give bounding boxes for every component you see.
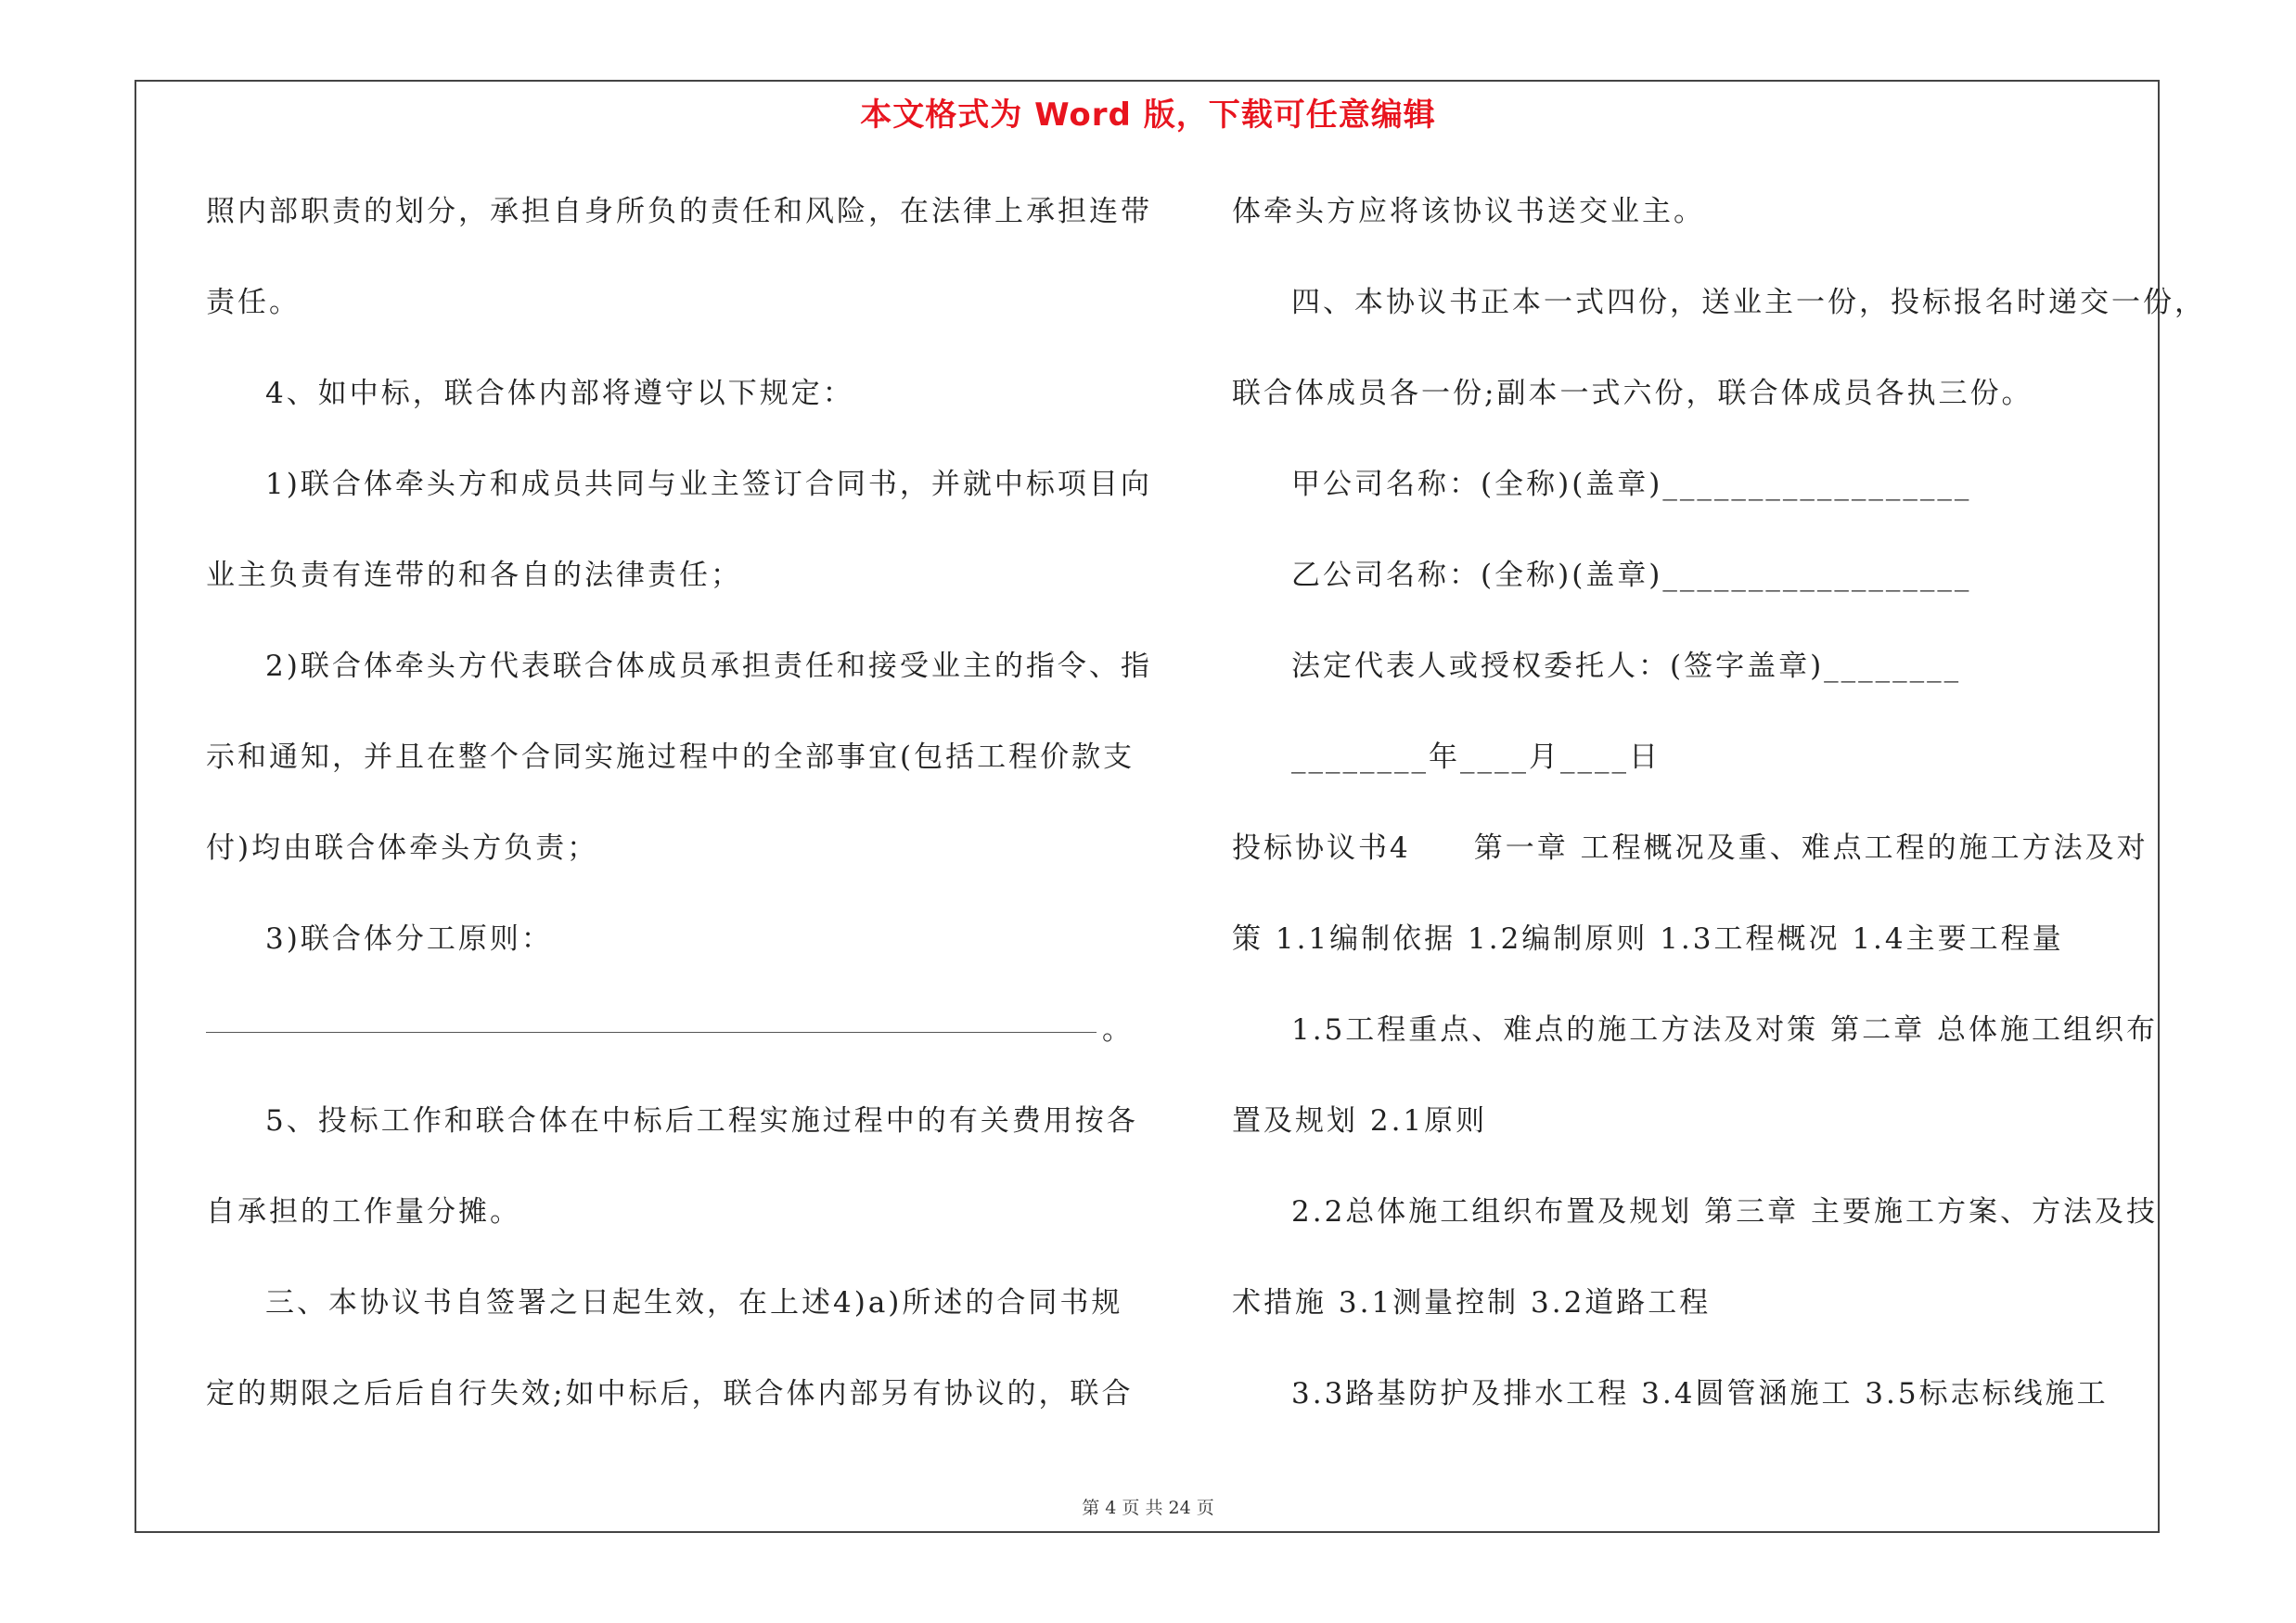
underline-blank <box>206 1030 1097 1033</box>
paragraph-line: 1)联合体牵头方和成员共同与业主签订合同书，并就中标项目向 <box>265 468 1152 501</box>
paragraph-line: 2.2总体施工组织布置及规划 第三章 主要施工方案、方法及技 <box>1291 1195 2159 1229</box>
paragraph-line: 照内部职责的划分，承担自身所负的责任和风险，在法律上承担连带 <box>206 195 1152 228</box>
paragraph-line: 1.5工程重点、难点的施工方法及对策 第二章 总体施工组织布 <box>1291 1013 2159 1047</box>
fill-in-blank-line <box>206 1007 1134 1098</box>
left-column <box>206 188 1152 1462</box>
paragraph-line: 自承担的工作量分摊。 <box>206 1195 521 1229</box>
signature-field-company-a: 甲公司名称：(全称)(盖章)__________________ <box>1291 468 1972 501</box>
paragraph-line: 3.3路基防护及排水工程 3.4圆管涵施工 3.5标志标线施工 <box>1291 1377 2109 1410</box>
paragraph-line: 付)均由联合体牵头方负责； <box>206 831 599 865</box>
paragraph-line: 体牵头方应将该协议书送交业主。 <box>1232 195 1705 228</box>
paragraph-line: 4、如中标，联合体内部将遵守以下规定： <box>265 377 854 410</box>
signature-field-representative: 法定代表人或授权委托人：(签字盖章)________ <box>1291 650 1962 683</box>
blank-end-mark: 。 <box>1102 1013 1134 1047</box>
paragraph-line: 责任。 <box>206 286 301 319</box>
paragraph-line: 业主负责有连带的和各自的法律责任； <box>206 559 742 592</box>
paragraph-line: 术措施 3.1测量控制 3.2道路工程 <box>1232 1286 1712 1320</box>
paragraph-line: 联合体成员各一份;副本一式六份，联合体成员各执三份。 <box>1232 377 2033 410</box>
paragraph-line: 四、本协议书正本一式四份，送业主一份，投标报名时递交一份， <box>1291 286 2206 319</box>
paragraph-line: 5、投标工作和联合体在中标后工程实施过程中的有关费用按各 <box>265 1104 1138 1138</box>
paragraph-line: 示和通知，并且在整个合同实施过程中的全部事宜(包括工程价款支 <box>206 741 1135 774</box>
paragraph-line: 定的期限之后后自行失效;如中标后，联合体内部另有协议的，联合 <box>206 1377 1134 1410</box>
paragraph-line: 策 1.1编制依据 1.2编制原则 1.3工程概况 1.4主要工程量 <box>1232 922 2064 956</box>
word-format-banner: 本文格式为 Word 版，下载可任意编辑 <box>860 97 1436 134</box>
date-field: ________年____月____日 <box>1291 741 1661 774</box>
right-column <box>1232 188 2206 1462</box>
paragraph-line: 投标协议书4 第一章 工程概况及重、难点工程的施工方法及对 <box>1232 831 2148 865</box>
paragraph-line: 三、本协议书自签署之日起生效，在上述4)a)所述的合同书规 <box>265 1286 1123 1320</box>
paragraph-line: 3)联合体分工原则： <box>265 922 553 956</box>
paragraph-line: 置及规划 2.1原则 <box>1232 1104 1488 1138</box>
page-number-footer: 第 4 页 共 24 页 <box>1082 1498 1214 1518</box>
paragraph-line: 2)联合体牵头方代表联合体成员承担责任和接受业主的指令、指 <box>265 650 1152 683</box>
signature-field-company-b: 乙公司名称：(全称)(盖章)__________________ <box>1291 559 1972 592</box>
